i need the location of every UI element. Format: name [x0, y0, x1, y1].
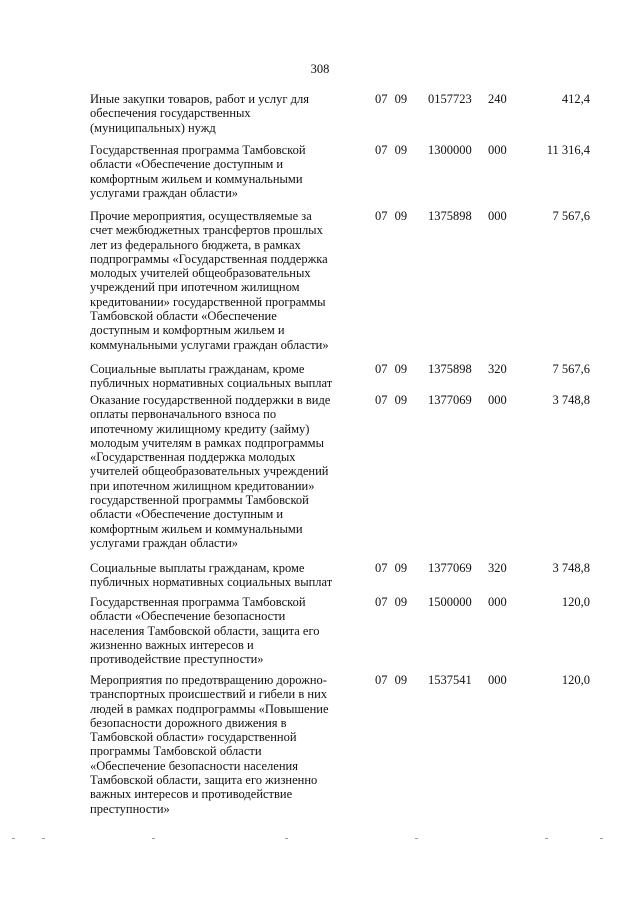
row-expense-type-code: 000: [488, 673, 507, 687]
row-target-code: 1537541: [428, 673, 472, 687]
row-section-code: 07 09: [375, 393, 408, 407]
row-name: Оказание государственной поддержки в виде оплаты первоначального взноса по ипотечному жилищному кредиту (займу) молодым учителям в рамках подпрограммы «Государственная поддержка молодых учителей общеобразовательных учреждений при ипотечном жилищном кредитовании» государственной программы Тамбовской области «Обеспечение доступным и комфортным жильем и коммунальными услугами граждан области»: [90, 393, 331, 550]
row-section-code: 07 09: [375, 362, 408, 376]
row-expense-type-code: 320: [488, 561, 507, 575]
row-name: Мероприятия по предотвращению дорожно- транспортных происшествий и гибели в них людей в рамках подпрограммы «Повышение безопасности дорожного движения в Тамбовской области» государственной программы Тамбовской области «Обеспечение безопасности населения Тамбовской области, защита его жизненно важных интересов и противодействие преступности»: [90, 673, 329, 816]
row-expense-type-code: 000: [488, 595, 507, 609]
row-amount: 3 748,8: [552, 393, 590, 407]
row-expense-type-code: 000: [488, 393, 507, 407]
row-section-code: 07 09: [375, 143, 408, 157]
row-section-code: 07 09: [375, 561, 408, 575]
row-name: Прочие мероприятия, осуществляемые за счет межбюджетных трансфертов прошлых лет из федерального бюджета, в рамках подпрограммы «Государственная поддержка молодых учителей общеобразовательных учреждений при ипотечном жилищном кредитовании» государственной программы Тамбовской области «Обеспечение доступным и комфортным жильем и коммунальными услугами граждан области»: [90, 209, 329, 352]
row-section-code: 07 09: [375, 92, 408, 106]
row-name: Государственная программа Тамбовской области «Обеспечение доступным и комфортным жильем и коммунальными услугами граждан области»: [90, 143, 306, 200]
row-target-code: 1377069: [428, 393, 472, 407]
row-amount: 11 316,4: [546, 143, 590, 157]
row-amount: 412,4: [561, 92, 590, 106]
row-amount: 7 567,6: [552, 209, 590, 223]
scan-dot: [42, 838, 45, 839]
row-expense-type-code: 000: [488, 209, 507, 223]
scan-dot: [545, 838, 548, 839]
row-name: Иные закупки товаров, работ и услуг для обеспечения государственных (муниципальных) нужд: [90, 92, 310, 135]
row-section-code: 07 09: [375, 595, 408, 609]
row-target-code: 1375898: [428, 362, 472, 376]
row-name: Социальные выплаты гражданам, кроме публичных нормативных социальных выплат: [90, 362, 333, 391]
row-expense-type-code: 320: [488, 362, 507, 376]
row-expense-type-code: 000: [488, 143, 507, 157]
scan-dot: [285, 838, 288, 839]
row-expense-type-code: 240: [488, 92, 507, 106]
row-amount: 3 748,8: [552, 561, 590, 575]
row-amount: 7 567,6: [552, 362, 590, 376]
row-target-code: 0157723: [428, 92, 472, 106]
page-number: 308: [310, 62, 330, 76]
row-target-code: 1377069: [428, 561, 472, 575]
row-amount: 120,0: [561, 673, 590, 687]
row-target-code: 1300000: [428, 143, 472, 157]
scan-dot: [600, 838, 603, 839]
scan-artifact-marks: [0, 838, 640, 842]
scan-dot: [415, 838, 418, 839]
row-name: Государственная программа Тамбовской области «Обеспечение безопасности населения Тамбовской области, защита его жизненно важных интересов и противодействие преступности»: [90, 595, 320, 667]
scan-dot: [152, 838, 155, 839]
row-name: Социальные выплаты гражданам, кроме публичных нормативных социальных выплат: [90, 561, 333, 590]
row-target-code: 1500000: [428, 595, 472, 609]
row-section-code: 07 09: [375, 209, 408, 223]
row-amount: 120,0: [561, 595, 590, 609]
scan-dot: [12, 838, 15, 839]
row-target-code: 1375898: [428, 209, 472, 223]
row-section-code: 07 09: [375, 673, 408, 687]
